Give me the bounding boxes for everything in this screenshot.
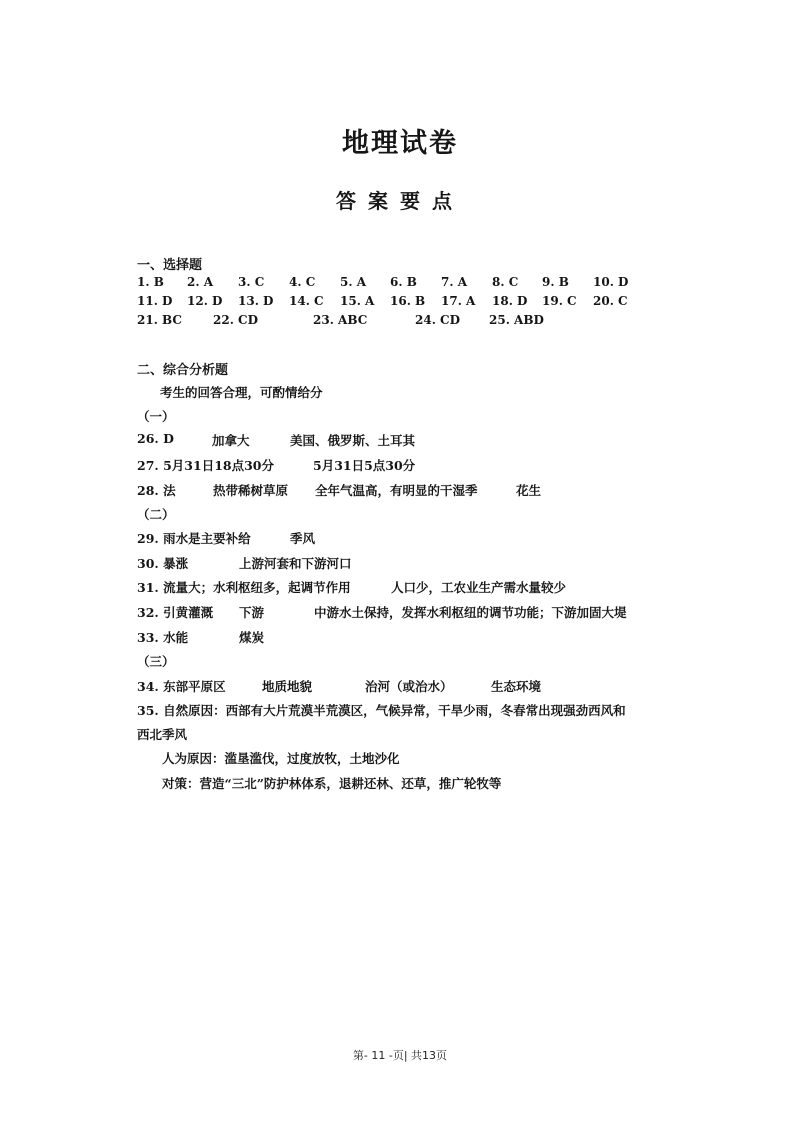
q35-answer-line: 西北季风 [137, 727, 188, 742]
q28-answer-3: 花生 [516, 483, 542, 498]
q28-answer-1: 热带稀树草原 [213, 483, 289, 498]
answer-item: 1. B [137, 275, 164, 289]
answer-item: 25. ABD [489, 313, 544, 327]
answer-item: 9. B [542, 275, 569, 289]
q35-answer-line: 对策：营造“三北”防护林体系，退耕还林、还草，推广轮牧等 [162, 776, 502, 791]
q26-answer: 26. D [137, 431, 174, 446]
q29-answer: 29. 雨水是主要补给 [137, 531, 251, 546]
answer-item: 11. D [137, 294, 173, 308]
answer-item: 21. BC [137, 313, 182, 327]
q32-answer-1: 下游 [239, 605, 265, 620]
answer-item: 24. CD [415, 313, 461, 327]
part-label: （二） [137, 507, 175, 522]
answer-item: 20. C [593, 294, 628, 308]
q32-answer: 32. 引黄灌溉 [137, 605, 214, 620]
q31-answer: 31. 流量大；水利枢纽多，起调节作用 [137, 580, 351, 595]
q33-answer: 33. 水能 [137, 630, 189, 645]
q34-answer-2: 治河（或治水） [365, 679, 453, 694]
q26-answer-2: 美国、俄罗斯、土耳其 [290, 433, 416, 448]
scoring-note: 考生的回答合理，可酌情给分 [160, 385, 323, 400]
answer-item: 2. A [187, 275, 214, 289]
q28-answer: 28. 法 [137, 483, 176, 498]
answer-item: 19. C [542, 294, 577, 308]
q35-answer-line: 人为原因：滥垦滥伐，过度放牧，土地沙化 [162, 751, 400, 766]
q29-answer-1: 季风 [290, 531, 316, 546]
q28-answer-2: 全年气温高，有明显的干湿季 [315, 483, 478, 498]
answer-item: 16. B [390, 294, 426, 308]
answer-item: 5. A [340, 275, 367, 289]
answer-item: 7. A [441, 275, 468, 289]
q34-answer: 34. 东部平原区 [137, 679, 226, 694]
q34-answer-3: 生态环境 [491, 679, 542, 694]
q30-answer: 30. 暴涨 [137, 556, 189, 571]
q33-answer-1: 煤炭 [239, 630, 265, 645]
part-label: （三） [137, 654, 175, 669]
answer-item: 12. D [187, 294, 223, 308]
page-title: 地理试卷 [342, 128, 458, 159]
answer-item: 8. C [492, 275, 519, 289]
q27-answer-1: 5月31日5点30分 [313, 458, 416, 473]
answer-item: 18. D [492, 294, 528, 308]
part-label: （一） [137, 409, 175, 424]
answer-item: 13. D [238, 294, 274, 308]
q26-answer-1: 加拿大 [212, 433, 250, 448]
answer-item: 10. D [593, 275, 629, 289]
answer-item: 15. A [340, 294, 375, 308]
answer-item: 14. C [289, 294, 324, 308]
q32-answer-2: 中游水土保持，发挥水利枢纽的调节功能；下游加固大堤 [314, 605, 627, 620]
q31-answer-1: 人口少，工农业生产需水量较少 [391, 580, 567, 595]
q27-answer: 27. 5月31日18点30分 [137, 458, 274, 473]
page-footer: 第- 11 -页| 共13页 [352, 1049, 448, 1062]
page-subtitle: 答案要点 [336, 189, 464, 213]
section-heading-choice: 一、选择题 [137, 258, 203, 273]
answer-item: 22. CD [213, 313, 259, 327]
q30-answer-1: 上游河套和下游河口 [239, 556, 352, 571]
answer-item: 17. A [441, 294, 476, 308]
answer-item: 23. ABC [313, 313, 368, 327]
q35-answer-line: 35. 自然原因：西部有大片荒漠半荒漠区，气候异常，干旱少雨，冬春常出现强劲西风和 [137, 703, 626, 718]
answer-item: 3. C [238, 275, 265, 289]
q34-answer-1: 地质地貌 [262, 679, 313, 694]
answer-item: 4. C [289, 275, 316, 289]
section-heading-analysis: 二、综合分析题 [137, 363, 229, 378]
answer-item: 6. B [390, 275, 417, 289]
